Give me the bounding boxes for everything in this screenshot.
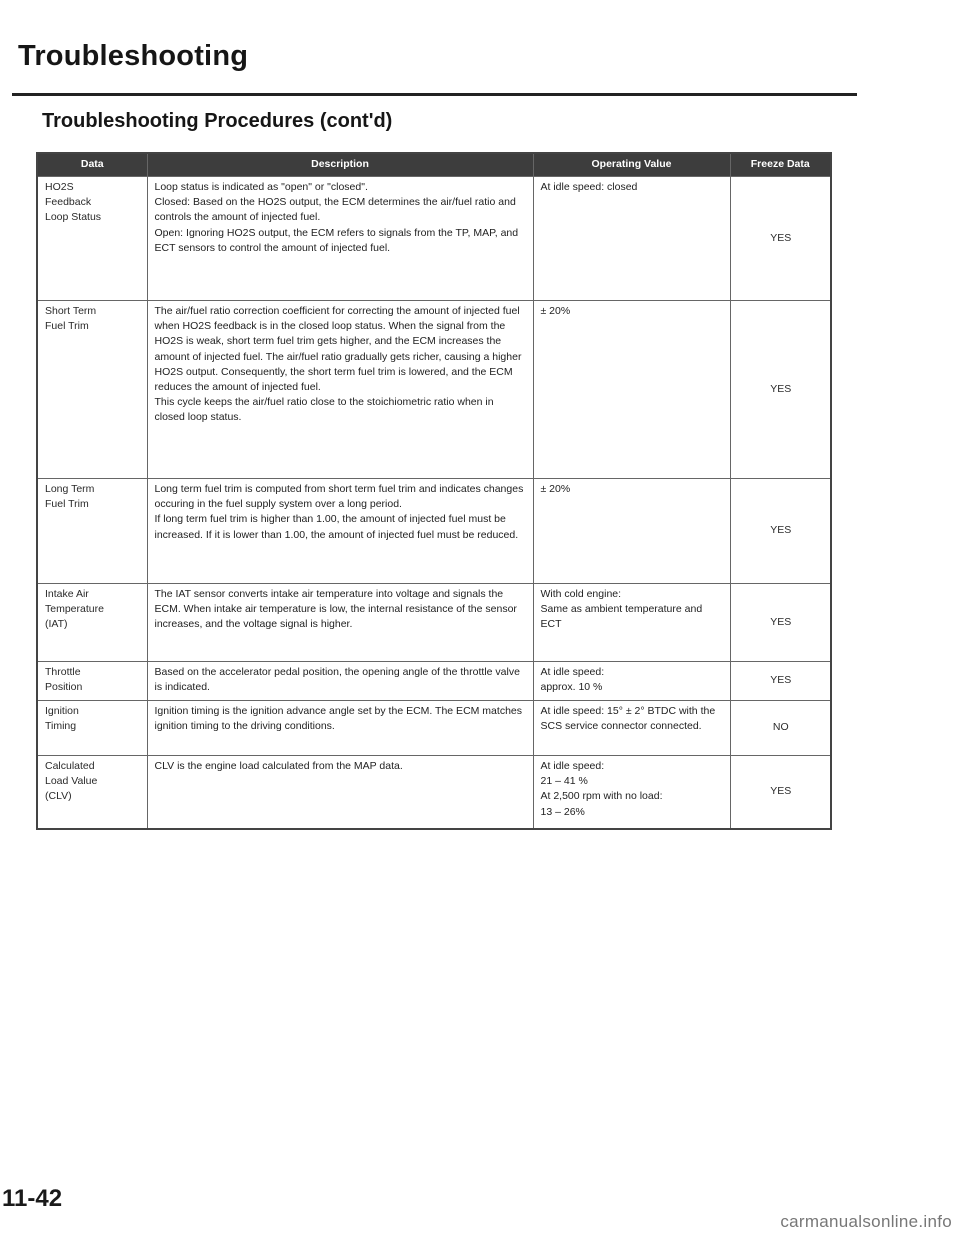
cell-freeze-data: YES <box>730 662 831 701</box>
cell-description: The air/fuel ratio correction coefficient for correcting the amount of injected fuel when HO2S feedback is in the closed loop status. When the signal from the HO2S is weak, short term fuel trim gets higher, and the ECM increases the amount of injected fuel. The air/fuel ratio gradually gets richer, causing a higher HO2S output. Consequently, the short term fuel trim is lowered, and the ECM reduces the amount of injected fuel. This cycle keeps the air/fuel ratio close to the stoichiometric ratio when in closed loop status. <box>147 301 533 479</box>
cell-freeze-data: YES <box>730 756 831 829</box>
cell-data-name: Long Term Fuel Trim <box>37 479 147 584</box>
cell-description: Long term fuel trim is computed from short term fuel trim and indicates changes occuring in the fuel supply system over a long period. If long term fuel trim is higher than 1.00, the amount of injected fuel must be increased. If it is lower than 1.00, the amount of injected fuel must be reduced. <box>147 479 533 584</box>
page-number: 11-42 <box>2 1185 63 1212</box>
cell-freeze-data: YES <box>730 301 831 479</box>
cell-freeze-data: YES <box>730 584 831 662</box>
cell-data-name: Throttle Position <box>37 662 147 701</box>
cell-description: The IAT sensor converts intake air temperature into voltage and signals the ECM. When intake air temperature is low, the internal resistance of the sensor increases, and the voltage signal is higher. <box>147 584 533 662</box>
table-header-row <box>37 153 831 177</box>
watermark: carmanualsonline.info <box>780 1212 952 1231</box>
cell-operating-value: ± 20% <box>533 479 730 584</box>
cell-data-name: HO2S Feedback Loop Status <box>37 177 147 301</box>
header-data: Data <box>37 153 147 177</box>
cell-description: CLV is the engine load calculated from the MAP data. <box>147 756 533 829</box>
table-row <box>37 584 831 662</box>
header-description: Description <box>147 153 533 177</box>
cell-operating-value: At idle speed: 21 – 41 % At 2,500 rpm with no load: 13 – 26% <box>533 756 730 829</box>
cell-operating-value: With cold engine: Same as ambient temperature and ECT <box>533 584 730 662</box>
table-row <box>37 662 831 701</box>
header-freeze-data: Freeze Data <box>730 153 831 177</box>
table-row <box>37 177 831 301</box>
page-title: Troubleshooting <box>18 40 249 72</box>
table-row <box>37 701 831 756</box>
cell-operating-value: ± 20% <box>533 301 730 479</box>
cell-operating-value: At idle speed: closed <box>533 177 730 301</box>
cell-description: Loop status is indicated as "open" or "closed". Closed: Based on the HO2S output, the ECM determines the air/fuel ratio and controls the amount of injected fuel. Open: Ignoring HO2S output, the ECM refers to signals from the TP, MAP, and ECT sensors to control the amount of injected fuel. <box>147 177 533 301</box>
cell-operating-value: At idle speed: 15° ± 2° BTDC with the SCS service connector connected. <box>533 701 730 756</box>
table-body <box>37 177 831 829</box>
cell-freeze-data: YES <box>730 479 831 584</box>
table-row <box>37 479 831 584</box>
cell-description: Based on the accelerator pedal position, the opening angle of the throttle valve is indicated. <box>147 662 533 701</box>
section-subtitle: Troubleshooting Procedures (cont'd) <box>42 110 393 132</box>
cell-freeze-data: NO <box>730 701 831 756</box>
table-row <box>37 756 831 829</box>
cell-data-name: Short Term Fuel Trim <box>37 301 147 479</box>
title-divider <box>12 93 857 96</box>
cell-data-name: Intake Air Temperature (IAT) <box>37 584 147 662</box>
cell-freeze-data: YES <box>730 177 831 301</box>
cell-operating-value: At idle speed: approx. 10 % <box>533 662 730 701</box>
header-operating-value: Operating Value <box>533 153 730 177</box>
troubleshooting-data-table <box>36 152 832 830</box>
cell-data-name: Ignition Timing <box>37 701 147 756</box>
cell-description: Ignition timing is the ignition advance angle set by the ECM. The ECM matches ignition timing to the driving conditions. <box>147 701 533 756</box>
cell-data-name: Calculated Load Value (CLV) <box>37 756 147 829</box>
table-row <box>37 301 831 479</box>
